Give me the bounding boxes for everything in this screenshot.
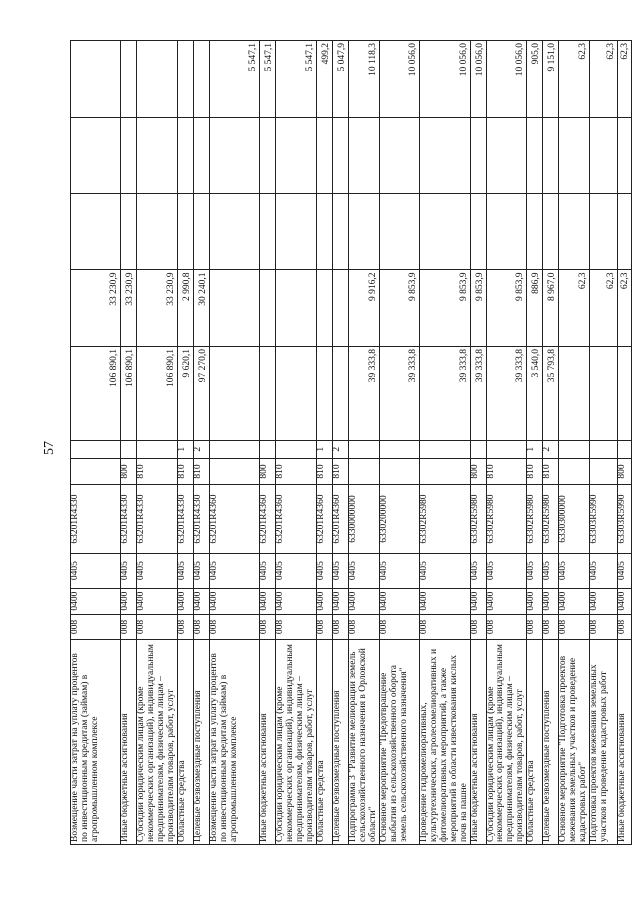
row-value-2: 62,3: [590, 270, 618, 346]
row-name: Целевые безвозмездные поступления: [193, 640, 209, 845]
row-value-3: [137, 194, 178, 270]
row-cs-code: 63201R4330: [193, 485, 209, 553]
row-name: Иные бюджетные ассигнования: [470, 640, 486, 845]
row-cs-code: 63201R4360: [209, 485, 259, 553]
row-rz-code: 0400: [379, 588, 419, 614]
row-cs-code: 63201R4330: [121, 485, 137, 553]
table-row: [332, 41, 348, 845]
row-value-3: [379, 194, 419, 270]
row-rz-code: 0400: [121, 588, 137, 614]
row-value-4: [348, 117, 379, 193]
row-name: Областные средства: [527, 640, 543, 845]
row-value-3: [559, 194, 590, 270]
row-name: Субсидии юридическим лицам (кроме некоммерческих организаций), индивидуальным предпринимателям, физическим лицам – производителям товаров, работ, услуг: [486, 640, 527, 845]
row-sub-code: [71, 440, 121, 458]
row-value-5: [177, 41, 193, 118]
row-value-3: [618, 194, 632, 270]
row-name: Иные бюджетные ассигнования: [259, 640, 275, 845]
row-value-4: [419, 117, 470, 193]
row-pr-code: 0405: [209, 553, 259, 588]
row-value-3: [486, 194, 527, 270]
row-sub-code: [348, 440, 379, 458]
row-vr-code: 800: [259, 458, 275, 485]
row-value-5: 905,0: [527, 41, 543, 118]
row-gr-code: 008: [543, 614, 559, 640]
row-sub-code: [379, 440, 419, 458]
row-value-2: 62,3: [559, 270, 590, 346]
row-cs-code: 63201R4360: [259, 485, 275, 553]
row-name: Областные средства: [316, 640, 332, 845]
row-rz-code: 0400: [316, 588, 332, 614]
row-sub-code: [259, 440, 275, 458]
row-value-4: [71, 117, 121, 193]
row-rz-code: 0400: [419, 588, 470, 614]
row-cs-code: 63302R5980: [470, 485, 486, 553]
row-rz-code: 0400: [177, 588, 193, 614]
row-value-1: 39 333,8: [348, 346, 379, 440]
row-value-2: 2 990,8: [177, 270, 193, 346]
row-cs-code: 63201R4360: [316, 485, 332, 553]
row-cs-code: 63201R4360: [332, 485, 348, 553]
row-value-1: [590, 346, 618, 440]
row-vr-code: [419, 458, 470, 485]
row-value-3: [209, 194, 259, 270]
row-rz-code: 0400: [543, 588, 559, 614]
row-rz-code: 0400: [193, 588, 209, 614]
row-value-1: 106 890,1: [121, 346, 137, 440]
row-value-3: [316, 194, 332, 270]
table-row: [527, 41, 543, 845]
row-vr-code: [379, 458, 419, 485]
row-sub-code: [137, 440, 178, 458]
row-value-4: [137, 117, 178, 193]
row-vr-code: 810: [543, 458, 559, 485]
row-value-1: [559, 346, 590, 440]
row-rz-code: 0400: [559, 588, 590, 614]
row-rz-code: 0400: [259, 588, 275, 614]
table-row: [275, 41, 316, 845]
row-value-3: [121, 194, 137, 270]
row-gr-code: 008: [527, 614, 543, 640]
row-value-5: 5 547,1: [275, 41, 316, 118]
row-value-5: 10 056,0: [486, 41, 527, 118]
row-value-4: [193, 117, 209, 193]
row-vr-code: 800: [618, 458, 632, 485]
row-name: Возмещение части затрат на уплату процентов по инвестиционным кредитам (займам) в агропромышленном комплексе: [71, 640, 121, 845]
row-value-1: 35 793,8: [543, 346, 559, 440]
row-value-2: 30 240,1: [193, 270, 209, 346]
row-sub-code: 2: [543, 440, 559, 458]
row-gr-code: 008: [486, 614, 527, 640]
row-gr-code: 008: [348, 614, 379, 640]
row-gr-code: 008: [590, 614, 618, 640]
row-gr-code: 008: [209, 614, 259, 640]
row-pr-code: 0405: [275, 553, 316, 588]
row-value-4: [543, 117, 559, 193]
row-pr-code: 0405: [379, 553, 419, 588]
table-row: [590, 41, 618, 845]
row-gr-code: 008: [559, 614, 590, 640]
row-rz-code: 0400: [137, 588, 178, 614]
row-name: Областные средства: [177, 640, 193, 845]
rotated-table-layer: [70, 40, 631, 845]
row-sub-code: [590, 440, 618, 458]
row-cs-code: 63201R4330: [177, 485, 193, 553]
row-pr-code: 0405: [316, 553, 332, 588]
table-row: [193, 41, 209, 845]
row-value-1: 97 270,0: [193, 346, 209, 440]
row-value-4: [121, 117, 137, 193]
row-gr-code: 008: [121, 614, 137, 640]
row-value-5: 5 047,9: [332, 41, 348, 118]
row-value-2: 8 967,0: [543, 270, 559, 346]
row-value-4: [590, 117, 618, 193]
row-value-2: 9 853,9: [379, 270, 419, 346]
table-row: [419, 41, 470, 845]
row-pr-code: 0405: [332, 553, 348, 588]
row-vr-code: 810: [486, 458, 527, 485]
row-pr-code: 0405: [177, 553, 193, 588]
row-value-1: [209, 346, 259, 440]
row-pr-code: 0405: [470, 553, 486, 588]
row-value-3: [193, 194, 209, 270]
row-value-1: 39 333,8: [486, 346, 527, 440]
row-value-2: 9 853,9: [470, 270, 486, 346]
row-value-3: [71, 194, 121, 270]
row-gr-code: 008: [193, 614, 209, 640]
row-value-1: 9 620,1: [177, 346, 193, 440]
row-rz-code: 0400: [590, 588, 618, 614]
row-gr-code: 008: [71, 614, 121, 640]
row-sub-code: 1: [316, 440, 332, 458]
row-name: Подпрограмма 3 "Развитие мелиорации земель сельскохозяйственного назначения в Орловской области": [348, 640, 379, 845]
row-value-1: [275, 346, 316, 440]
row-rz-code: 0400: [209, 588, 259, 614]
row-value-2: 62,3: [618, 270, 632, 346]
row-rz-code: 0400: [71, 588, 121, 614]
row-vr-code: 800: [121, 458, 137, 485]
row-value-2: 33 230,9: [121, 270, 137, 346]
row-rz-code: 0400: [348, 588, 379, 614]
row-gr-code: 008: [470, 614, 486, 640]
row-vr-code: 810: [177, 458, 193, 485]
row-name: Целевые безвозмездные поступления: [543, 640, 559, 845]
table-row: [71, 41, 121, 845]
row-rz-code: 0400: [486, 588, 527, 614]
row-value-1: 106 890,1: [71, 346, 121, 440]
row-cs-code: 63302R5980: [543, 485, 559, 553]
row-name: Субсидии юридическим лицам (кроме некоммерческих организаций), индивидуальным предпринимателям, физическим лицам – производителям товаров, работ, услуг: [275, 640, 316, 845]
row-value-3: [527, 194, 543, 270]
row-value-1: 39 333,8: [379, 346, 419, 440]
row-gr-code: 008: [332, 614, 348, 640]
row-sub-code: [121, 440, 137, 458]
row-name: Проведение гидромелиоративных, культуртехнических, агролесомелиоративных и фитомелиоративных мероприятий, а также мероприятий в области известкования кислых почв на пашне: [419, 640, 470, 845]
row-value-5: 5 547,1: [259, 41, 275, 118]
row-value-1: 39 333,8: [419, 346, 470, 440]
table-row: [316, 41, 332, 845]
row-gr-code: 008: [259, 614, 275, 640]
row-value-1: [316, 346, 332, 440]
row-value-2: 9 853,9: [486, 270, 527, 346]
row-cs-code: 63303R5990: [590, 485, 618, 553]
row-cs-code: 63302R5980: [527, 485, 543, 553]
row-value-4: [209, 117, 259, 193]
row-name: Иные бюджетные ассигнования: [618, 640, 632, 845]
table-row: [121, 41, 137, 845]
row-pr-code: 0405: [193, 553, 209, 588]
row-value-4: [332, 117, 348, 193]
row-gr-code: 008: [618, 614, 632, 640]
row-value-2: 33 230,9: [71, 270, 121, 346]
row-value-2: [316, 270, 332, 346]
row-value-5: 9 151,0: [543, 41, 559, 118]
row-cs-code: 63302R5980: [486, 485, 527, 553]
row-value-2: [209, 270, 259, 346]
row-value-5: 10 056,0: [470, 41, 486, 118]
row-value-5: 62,3: [559, 41, 590, 118]
row-value-4: [486, 117, 527, 193]
row-vr-code: [590, 458, 618, 485]
row-sub-code: [209, 440, 259, 458]
row-value-1: 106 890,1: [137, 346, 178, 440]
row-value-1: 39 333,8: [470, 346, 486, 440]
row-vr-code: [209, 458, 259, 485]
row-value-5: [137, 41, 178, 118]
row-sub-code: 1: [527, 440, 543, 458]
row-gr-code: 008: [137, 614, 178, 640]
row-pr-code: 0405: [590, 553, 618, 588]
row-gr-code: 008: [177, 614, 193, 640]
row-rz-code: 0400: [618, 588, 632, 614]
row-value-3: [543, 194, 559, 270]
row-value-3: [590, 194, 618, 270]
row-sub-code: [618, 440, 632, 458]
row-value-5: 62,3: [618, 41, 632, 118]
row-value-2: 9 916,2: [348, 270, 379, 346]
row-pr-code: 0405: [419, 553, 470, 588]
row-pr-code: 0405: [121, 553, 137, 588]
row-vr-code: 810: [527, 458, 543, 485]
row-sub-code: 2: [193, 440, 209, 458]
row-value-5: [71, 41, 121, 118]
row-value-4: [379, 117, 419, 193]
row-pr-code: 0405: [618, 553, 632, 588]
row-value-1: 3 540,0: [527, 346, 543, 440]
row-rz-code: 0400: [332, 588, 348, 614]
row-vr-code: [348, 458, 379, 485]
row-cs-code: 63302R5980: [419, 485, 470, 553]
table-row: [559, 41, 590, 845]
row-value-2: 886,9: [527, 270, 543, 346]
row-pr-code: 0405: [486, 553, 527, 588]
row-sub-code: [275, 440, 316, 458]
row-value-5: 10 056,0: [379, 41, 419, 118]
row-name: Основное мероприятие "Подготовка проектов межевания земельных участков и проведение кадастровых работ": [559, 640, 590, 845]
row-sub-code: 2: [332, 440, 348, 458]
row-value-5: [121, 41, 137, 118]
row-value-2: 33 230,9: [137, 270, 178, 346]
row-vr-code: 800: [470, 458, 486, 485]
row-name: Субсидии юридическим лицам (кроме некоммерческих организаций), индивидуальным предпринимателям, физическим лицам – производителям товаров, работ, услуг: [137, 640, 178, 845]
row-cs-code: 63303R5990: [618, 485, 632, 553]
row-gr-code: 008: [275, 614, 316, 640]
row-cs-code: 63201R4330: [71, 485, 121, 553]
row-name: Целевые безвозмездные поступления: [332, 640, 348, 845]
row-value-3: [348, 194, 379, 270]
row-pr-code: 0405: [137, 553, 178, 588]
row-value-4: [470, 117, 486, 193]
row-value-5: 62,3: [590, 41, 618, 118]
row-value-3: [332, 194, 348, 270]
row-value-4: [559, 117, 590, 193]
row-value-1: [332, 346, 348, 440]
table-row: [618, 41, 632, 845]
row-value-2: [332, 270, 348, 346]
row-cs-code: 6330000000: [348, 485, 379, 553]
row-value-5: 10 118,3: [348, 41, 379, 118]
row-value-4: [527, 117, 543, 193]
table-row: [379, 41, 419, 845]
row-rz-code: 0400: [527, 588, 543, 614]
row-value-5: [193, 41, 209, 118]
row-pr-code: 0405: [259, 553, 275, 588]
row-name: Основное мероприятие "Предотвращение выбытия из сельскохозяйственного оборота земель сельскохозяйственного назначения": [379, 640, 419, 845]
row-sub-code: [559, 440, 590, 458]
table-row: [348, 41, 379, 845]
row-value-1: [259, 346, 275, 440]
row-vr-code: [71, 458, 121, 485]
row-value-4: [316, 117, 332, 193]
table-row: [543, 41, 559, 845]
row-vr-code: 810: [275, 458, 316, 485]
row-value-4: [259, 117, 275, 193]
row-vr-code: 810: [316, 458, 332, 485]
row-value-3: [419, 194, 470, 270]
row-value-2: 9 853,9: [419, 270, 470, 346]
row-value-2: [259, 270, 275, 346]
row-cs-code: 63201R4330: [137, 485, 178, 553]
table-row: [486, 41, 527, 845]
table-row: [137, 41, 178, 845]
row-gr-code: 008: [419, 614, 470, 640]
row-value-3: [259, 194, 275, 270]
row-value-5: 499,2: [316, 41, 332, 118]
row-value-5: 5 547,1: [209, 41, 259, 118]
row-pr-code: 0405: [543, 553, 559, 588]
page-number: 57: [42, 441, 57, 455]
row-pr-code: 0405: [559, 553, 590, 588]
row-value-1: [618, 346, 632, 440]
row-value-3: [275, 194, 316, 270]
row-vr-code: 810: [193, 458, 209, 485]
row-name: Подготовка проектов межевания земельных участков и проведение кадастровых работ: [590, 640, 618, 845]
row-cs-code: 63201R4360: [275, 485, 316, 553]
row-gr-code: 008: [316, 614, 332, 640]
row-value-3: [177, 194, 193, 270]
row-sub-code: 1: [177, 440, 193, 458]
table-row: [259, 41, 275, 845]
row-rz-code: 0400: [470, 588, 486, 614]
row-cs-code: 6330300000: [559, 485, 590, 553]
row-sub-code: [486, 440, 527, 458]
row-vr-code: [559, 458, 590, 485]
row-name: Возмещение части затрат на уплату процентов по инвестиционным кредитам (займам) в агропромышленном комплексе: [209, 640, 259, 845]
row-pr-code: 0405: [348, 553, 379, 588]
row-sub-code: [419, 440, 470, 458]
budget-table-body: [71, 41, 632, 845]
row-pr-code: 0405: [71, 553, 121, 588]
row-vr-code: 810: [137, 458, 178, 485]
row-value-3: [470, 194, 486, 270]
budget-table: [70, 40, 632, 845]
row-value-4: [618, 117, 632, 193]
row-gr-code: 008: [379, 614, 419, 640]
row-value-4: [177, 117, 193, 193]
table-row: [209, 41, 259, 845]
row-cs-code: 6330200000: [379, 485, 419, 553]
row-value-5: 10 056,0: [419, 41, 470, 118]
row-value-2: [275, 270, 316, 346]
row-vr-code: 810: [332, 458, 348, 485]
row-sub-code: [470, 440, 486, 458]
table-row: [177, 41, 193, 845]
budget-table-container: [70, 40, 631, 845]
row-pr-code: 0405: [527, 553, 543, 588]
row-name: Иные бюджетные ассигнования: [121, 640, 137, 845]
table-row: [470, 41, 486, 845]
row-value-4: [275, 117, 316, 193]
row-rz-code: 0400: [275, 588, 316, 614]
